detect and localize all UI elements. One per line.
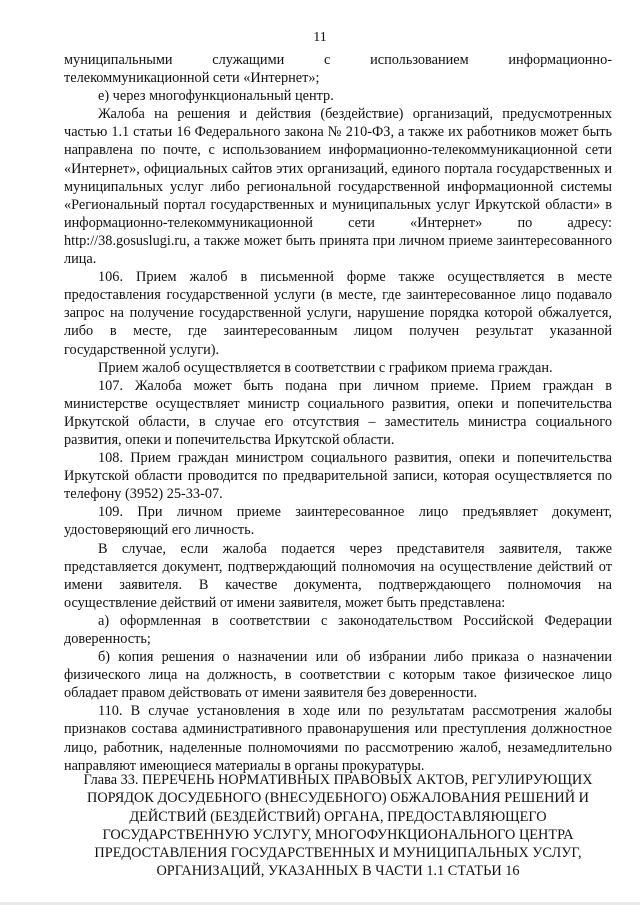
document-body	[64, 51, 612, 775]
paragraph-reception-schedule: Прием жалоб осуществляется в соответствии с графиком приема граждан.	[98, 359, 553, 376]
paragraph-106: 106. Прием жалоб в письменной форме также осуществляется в месте предоставления государственной услуги (в месте, где заинтересованное лицо подавало запрос на получение государственной услуги, нарушение порядка которой обжалуется, либо в месте, где заинтересованным лицом получен результат указанной государственной услуги).	[64, 269, 612, 358]
paragraph-representative: В случае, если жалоба подается через представителя заявителя, также представляется документ, подтверждающий полномочия на осуществление действий от имени заявителя. В качестве документа, подтверждающего полномочия на осуществление действий от имени заявителя, может быть представлена:	[64, 540, 612, 611]
paragraph-item-e: е) через многофункциональный центр.	[98, 88, 334, 105]
paragraph-108: 108. Прием граждан министром социального развития, опеки и попечительства Иркутской области проводится по предварительной записи, которая осуществляется по телефону (3952) 25-33-07.	[64, 450, 612, 503]
page-number: 11	[313, 30, 327, 45]
paragraph-item-b: б) копия решения о назначении или об избрании либо приказа о назначении физического лица на должность, в соответствии с которым такое физическое лицо обладает правом действовать от имени заявителя без доверенности.	[64, 649, 612, 702]
paragraph-109: 109. При личном приеме заинтересованное лицо предъявляет документ, удостоверяющий его личность.	[64, 504, 612, 539]
paragraph-complaint-organizations: Жалоба на решения и действия (бездействие) организаций, предусмотренных частью 1.1 статьи 16 Федерального закона № 210-ФЗ, а также их работников может быть направлена по почте, с использованием информационно-телекоммуникационной сети «Интернет», официальных сайтов этих организаций, единого портала государственных и муниципальных услуг либо региональной государственной информационной системы «Региональный портал государственных и муниципальных услуг Иркутской области» в информационно-телекоммуникационной сети «Интернет» по адресу: http://38.gosuslugi.ru, а также может быть принята при личном приеме заинтересованного лица.	[64, 106, 612, 268]
paragraph-110: 110. В случае установления в ходе или по результатам рассмотрения жалобы признаков состава административного правонарушения или преступления должностное лицо, работник, наделенные полномочиями по рассмотрению жалоб, незамедлительно направляют имеющиеся материалы в органы прокуратуры.	[64, 703, 612, 774]
paragraph-item-a: а) оформленная в соответствии с законодательством Российской Федерации доверенность;	[64, 612, 612, 647]
paragraph-107: 107. Жалоба может быть подана при личном приеме. Прием граждан в министерстве осуществляет министр социального развития, опеки и попечительства Иркутской области, в случае его отсутствия – заместитель министра социального развития, опеки и попечительства Иркутской области.	[64, 377, 612, 448]
chapter-heading: Глава 33. ПЕРЕЧЕНЬ НОРМАТИВНЫХ ПРАВОВЫХ АКТОВ, РЕГУЛИРУЮЩИХ ПОРЯДОК ДОСУДЕБНОГО (ВНЕСУДЕБНОГО) ОБЖАЛОВАНИЯ РЕШЕНИЙ И ДЕЙСТВИЙ (БЕЗДЕЙСТВИЙ) ОРГАНА, ПРЕДОСТАВЛЯЮЩЕГО ГОСУДАРСТВЕННУЮ УСЛУГУ, МНОГОФУНКЦИОНАЛЬНОГО ЦЕНТРА ПРЕДОСТАВЛЕНИЯ ГОСУДАРСТВЕННЫХ И МУНИЦИПАЛЬНЫХ УСЛУГ, ОРГАНИЗАЦИЙ, УКАЗАННЫХ В ЧАСТИ 1.1 СТАТЬИ 16	[83, 772, 593, 880]
paragraph-continuation: муниципальными служащими с использованием информационно-телекоммуникационной сети «Интернет»;	[64, 52, 612, 87]
